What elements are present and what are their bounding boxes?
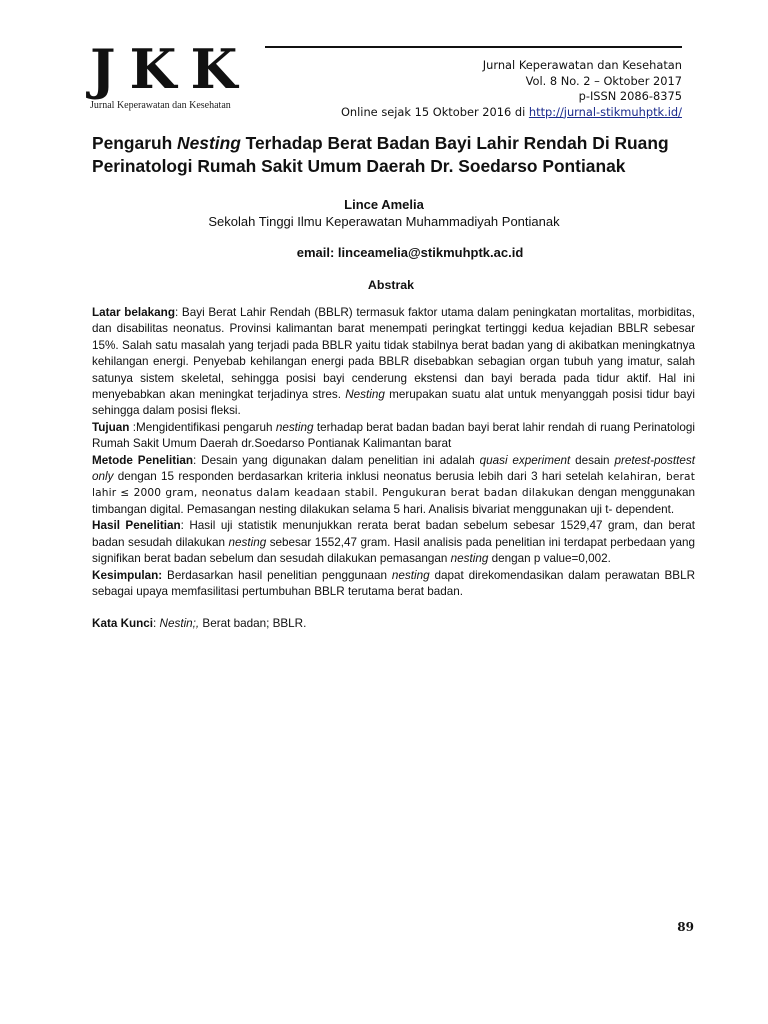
objective-label: Tujuan [92,420,130,434]
method-italic-type: pretest-posttest only [92,453,695,484]
article-title [92,132,692,178]
results-label: Hasil Penelitian [92,519,181,533]
abstract-objective [92,420,695,453]
conclusion-italic: nesting [391,568,430,582]
page-number: 89 [677,920,694,934]
results-italic-1: nesting [228,535,267,549]
conclusion-text-end: dapat direkomendasikan dalam perawatan BBLR sebagai upaya memfasilitasi pertumbuhan BBLR terutama berat badan. [92,568,696,598]
logo-subtitle: Jurnal Keperawatan dan Kesehatan [90,100,231,111]
title-italic: Nesting [177,133,241,153]
author-email: email: linceamelia@stikmuhptk.ac.id [296,245,524,260]
online-prefix: Online sejak 15 Oktober 2016 di [340,104,529,119]
results-text-3: dengan p value=0,002. [488,552,611,566]
journal-link[interactable]: http://jurnal-stikmuhptk.id/ [528,104,682,119]
method-criteria-text: kelahiran, berat lahir ≤ 2000 gram, neonatus dalam keadaan stabil. Pengukuran berat badan dilakukan [92,471,695,500]
abstract-heading: Abstrak [367,278,415,292]
method-text-4: dengan menggunakan timbangan digital. Pemasangan nesting dilakukan selama 5 hari. Analisis bivariat menggunakan uji t- dependent. [92,486,696,516]
results-text: : Hasil uji statistik menunjukkan rerata berat badan sebelum sebesar 1529,47 gram, dan berat badan sesudah dilakukan [92,519,695,549]
conclusion-label: Kesimpulan: [92,568,163,582]
background-label: Latar belakang [92,306,175,319]
abstract-background [92,305,695,420]
method-italic-design: quasi experiment [479,453,571,467]
journal-info [341,58,682,120]
results-italic-2: nesting [450,552,489,566]
background-italic: Nesting [345,388,385,402]
method-text-3: dengan 15 responden berdasarkan kriteria inklusi neonatus berusia lebih dari 3 hari setelah [113,470,608,484]
journal-issn: p-ISSN 2086-8375 [578,89,682,103]
objective-text: :Mengidentifikasi pengaruh [129,420,276,434]
author-name: Lince Amelia [344,197,424,212]
keywords [92,616,695,632]
header-rule [265,46,682,48]
journal-logo [90,37,260,112]
objective-text-end: terhadap berat badan badan bayi berat lahir rendah di ruang Perinatologi Rumah Sakit Umum Daerah dr.Soedarso Pontianak Kalimantan barat [92,420,695,451]
online-line [341,105,682,121]
journal-name: Jurnal Keperawatan dan Kesehatan [482,58,682,72]
abstract-conclusion [92,568,695,601]
background-text-end: merupakan suatu alat untuk menyanggah posisi tidur bayi sehingga dalam posisi fleksi. [92,388,695,418]
keywords-italic: Nestin;, [159,617,200,631]
abstract-results [92,518,695,567]
objective-italic: nesting [275,420,314,434]
author-affiliation: Sekolah Tinggi Ilmu Keperawatan Muhammadiyah Pontianak [208,214,560,229]
abstract-body [92,305,695,633]
keywords-separator: : [153,617,160,631]
journal-volume: Vol. 8 No. 2 – Oktober 2017 [525,73,682,88]
abstract-method [92,453,695,519]
results-text-2: sebesar 1552,47 gram. Hasil analisis pada penelitian ini terdapat perbedaan yang signifikan berat badan sebelum dan sesudah dilakukan pemasangan [92,535,696,566]
conclusion-text: Berdasarkan hasil penelitian penggunaan [162,568,392,582]
method-label: Metode Penelitian [92,453,193,467]
method-text-2: desain [570,453,615,467]
title-post: Terhadap Berat Badan Bayi Lahir Rendah Di Ruang Perinatologi Rumah Sakit Umum Daerah Dr. Soedarso Pontianak [92,133,669,176]
method-text: : Desain yang digunakan dalam penelitian ini adalah [193,453,480,467]
logo-mark: JKK [90,37,252,101]
keywords-label: Kata Kunci [92,617,154,631]
title-pre: Pengaruh [92,133,178,153]
keywords-text: Berat badan; BBLR. [199,617,307,631]
background-text: : Bayi Berat Lahir Rendah (BBLR) termasuk faktor utama dalam peningkatan mortalitas, morbiditas, dan disabilitas neonatus. Provinsi kalimantan barat menempati peringkat tertinggi kedua kejadian BBLR sebesar 15%. Salah satu masalah yang terjadi pada BBLR yaitu tidak stabilnya berat badan yang di akibatkan meningkatnya kehilangan energi. Penyebab kehilangan energi pada BBLR disebabkan sebagian organ tubuh yang imatur, salah satunya sistem skeletal, sehingga posisi bayi cenderung ekstensi dan bayi berada pada tidur aktif. Hal ini menyebabkan akan meningkat terjadinya stres. [92,306,695,402]
